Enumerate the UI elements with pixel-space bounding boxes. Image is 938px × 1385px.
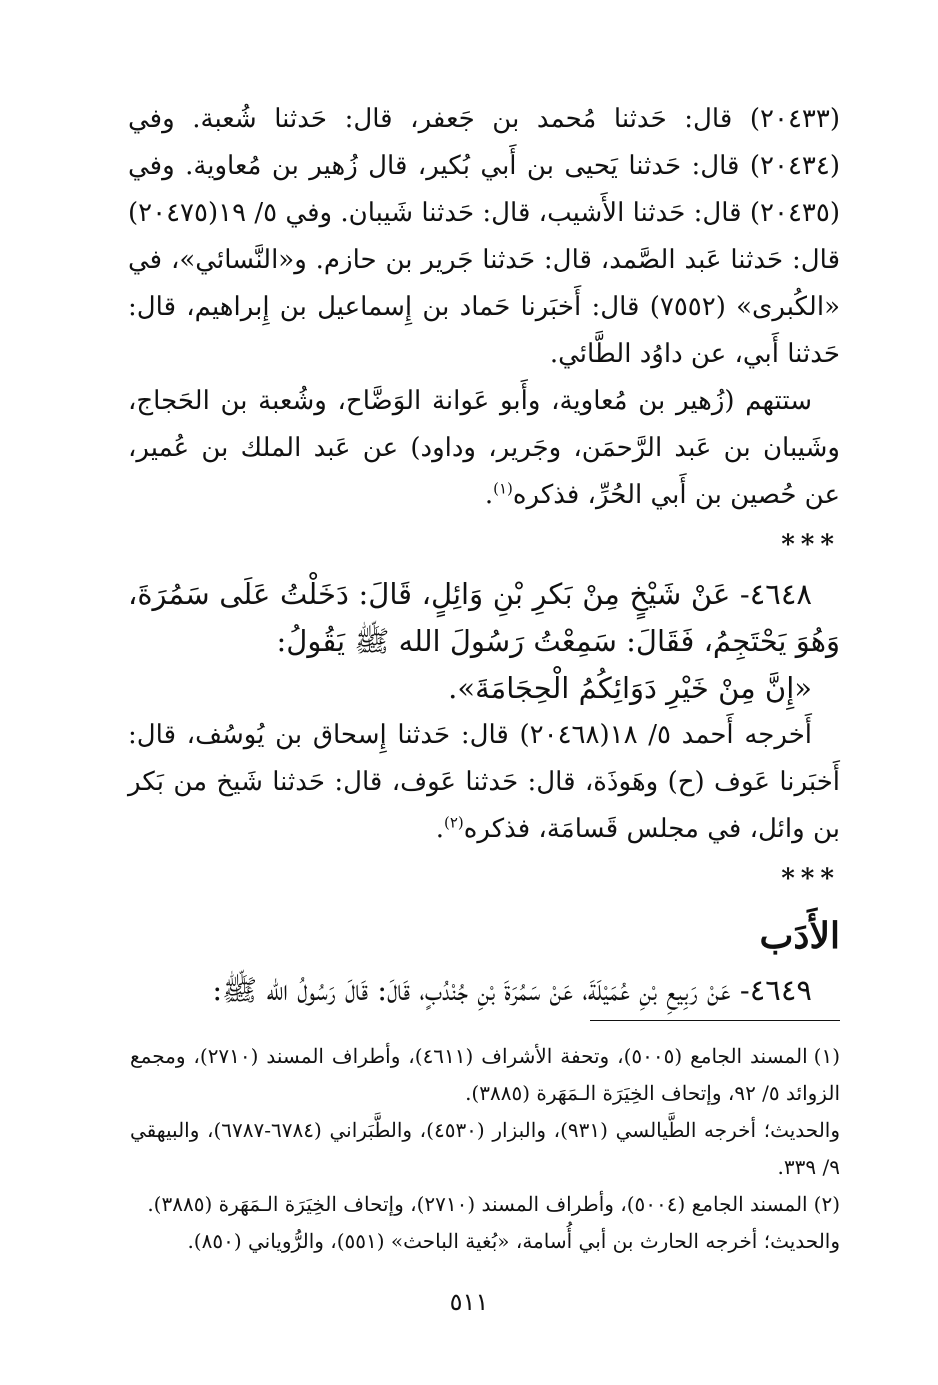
footnote-1-text: المسند الجامع (٥٠٠٥)، وتحفة الأشراف (٤٦١١)، وأطراف المسند (٢٧١٠)، ومجمع الزوائد ٥/ ٩٢، وإتحاف الخِيَرَة الـمَهَرة (٣٨٨٥). — [130, 1044, 840, 1105]
hadith-4649: ٤٦٤٩- عَنْ رَبِيعِ بْنِ عُمَيْلَةَ، عَنْ سَمُرَةَ بْنِ جُنْدُبٍ، قَالَ: قَالَ رَسُولُ الله ﷺ: — [212, 973, 812, 1007]
takhrij-paragraph-3: أَخرجه أَحمد ٥/ ١٨(٢٠٤٦٨) قال: حَدثنا إِسحاق بن يُوسُف، قال: أَخبَرنا عَوف (ح) وهَوذَة، قال: حَدثنا عَوف، قال: حَدثنا شَيخ من بَكر بن وائل، في مجلس قَسامَة، فذكره$^{(٢)}$. — [128, 720, 840, 844]
page-number: ٥١١ — [449, 1288, 489, 1316]
footnote-2-continuation: والحديث؛ أخرجه الحارث بن أبي أُسامة، «بُغية الباحث» (٥٥١)، والرُّوياني (٨٥٠). — [187, 1229, 840, 1253]
footnote-ref-2[interactable]: (٢) — [443, 813, 464, 832]
footnotes — [130, 1038, 840, 1260]
footnote-1-continuation: والحديث؛ أخرجه الطَّيالسي (٩٣١)، والبزار (٤٥٣٠)، والطَّبَراني (٦٧٨٤-٦٧٨٧)، والبيهقي ٩/ ٣٣٩. — [130, 1118, 840, 1179]
takhrij-paragraph-3-text: أَخرجه أَحمد ٥/ ١٨(٢٠٤٦٨) قال: حَدثنا إِسحاق بن يُوسُف، قال: أَخبَرنا عَوف (ح) وهَوذَة، قال: حَدثنا عَوف، قال: حَدثنا شَيخ من بَكر بن وائل، في مجلس قَسامَة، فذكره — [128, 720, 840, 844]
section-separator-stars: *** — [781, 864, 840, 894]
hadith-4648: ٤٦٤٨- عَنْ شَيْخٍ مِنْ بَكرِ بْنِ وَائِلٍ، قَالَ: دَخَلْتُ عَلَى سَمُرَةَ، وَهُوَ يَحْتَجِمُ، فَقَالَ: سَمِعْتُ رَسُولَ الله ﷺ يَقُولُ: — [128, 577, 840, 658]
footnote-separator — [590, 1020, 840, 1021]
takhrij-paragraph-2: ستتهم (زُهير بن مُعاوية، وأَبو عَوانة الوَضَّاح، وشُعبة بن الحَجاج، وشَيبان بن عَبد الرَّحمَن، وجَرير، وداود) عن عَبد الملك بن عُمير، عن حُصين بن أَبي الحُرِّ، فذكره$^{(١)}$. — [128, 386, 840, 510]
chapter-heading: الأَدَب — [759, 915, 840, 957]
main-text — [128, 96, 840, 1014]
footnote-2-text: المسند الجامع (٥٠٠٤)، وأطراف المسند (٢٧١٠)، وإتحاف الخِيَرَة الـمَهَرة (٣٨٨٥). — [147, 1192, 808, 1216]
footnote-1 — [130, 1038, 840, 1112]
takhrij-paragraph-1: (٢٠٤٣٣) قال: حَدثنا مُحمد بن جَعفر، قال: حَدثنا شُعبة. وفي (٢٠٤٣٤) قال: حَدثنا يَحيى بن أَبي بُكير، قال زُهير بن مُعاوية. وفي (٢٠٤٣٥) قال: حَدثنا الأَشيب، قال: حَدثنا شَيبان. وفي ٥/ ١٩(٢٠٤٧٥) قال: حَدثنا عَبد الصَّمد، قال: حَدثنا جَرير بن حازم. و«النَّسائي»، في «الكُبرى» (٧٥٥٢) قال: أَخبَرنا حَماد بن إِسماعيل بن إِبراهيم، قال: حَدثنا أَبي، عن داوُد الطَّائي. — [128, 104, 841, 369]
section-separator-stars: *** — [781, 530, 840, 560]
footnote-ref-1[interactable]: (١) — [493, 479, 513, 498]
footnote-2 — [130, 1186, 840, 1223]
hadith-4648-quote: «إِنَّ مِنْ خَيْرِ دَوَائِكُمُ الْحِجَامَةَ». — [448, 671, 812, 705]
takhrij-paragraph-2-text: ستتهم (زُهير بن مُعاوية، وأَبو عَوانة الوَضَّاح، وشُعبة بن الحَجاج، وشَيبان بن عَبد الرَّحمَن، وجَرير، وداود) عن عَبد الملك بن عُمير، عن حُصين بن أَبي الحُرِّ، فذكره — [128, 386, 840, 510]
footnote-1-number: (١) — [813, 1044, 841, 1068]
footnote-2-number: (٢) — [813, 1192, 840, 1216]
